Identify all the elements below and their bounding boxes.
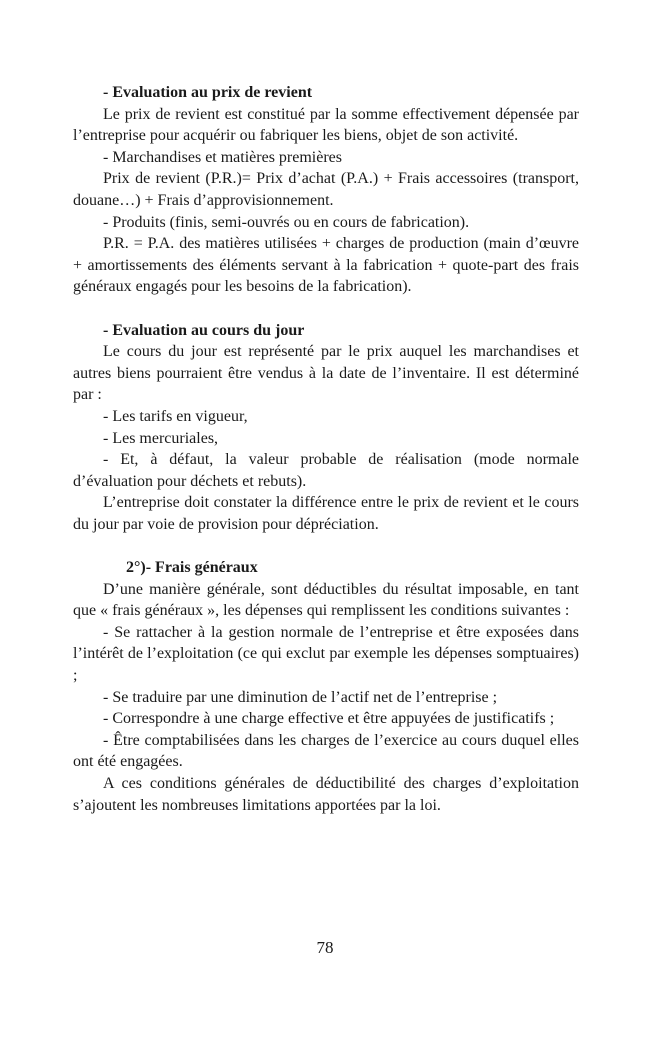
paragraph: A ces conditions générales de déductibilité des charges d’exploitation s’ajoutent les nombreuses limitations apportées par la loi. [73, 775, 579, 814]
page-body [73, 82, 579, 816]
paragraph: - Se traduire par une diminution de l’actif net de l’entreprise ; [103, 688, 498, 706]
paragraph: - Les tarifs en vigueur, [103, 407, 248, 425]
paragraph: - Marchandises et matières premières [103, 148, 343, 166]
heading-cours-du-jour: - Evaluation au cours du jour [103, 321, 305, 339]
paragraph: - Correspondre à une charge effective et être appuyées de justificatifs ; [103, 710, 555, 728]
section-spacer [73, 535, 579, 557]
paragraph: L’entreprise doit constater la différence entre le prix de revient et le cours du jour par voie de provision pour dépréciation. [73, 494, 579, 533]
paragraph: - Être comptabilisées dans les charges de l’exercice au cours duquel elles ont été engagées. [73, 731, 579, 771]
paragraph: Le prix de revient est constitué par la somme effectivement dépensée par l’entreprise pour acquérir ou fabriquer les biens, objet de son activité. [73, 105, 579, 145]
paragraph: - Se rattacher à la gestion normale de l’entreprise et être exposées dans l’intérêt de l’exploitation (ce qui exclut par exemple les dépenses somptuaires) ; [73, 623, 579, 685]
paragraph: P.R. = P.A. des matières utilisées + charges de production (main d’œuvre + amortissements des éléments servant à la fabrication + quote-part des frais généraux engagés pour les besoins de la fabrication). [73, 235, 579, 296]
paragraph: D’une manière générale, sont déductibles du résultat imposable, en tant que « frais généraux », les dépenses qui remplissent les conditions suivantes : [73, 580, 579, 620]
page-number: 78 [316, 938, 334, 957]
paragraph: - Les mercuriales, [103, 429, 219, 447]
paragraph: Prix de revient (P.R.)= Prix d’achat (P.A.) + Frais accessoires (transport, douane…) + Frais d’approvisionnement. [73, 170, 579, 209]
paragraph: Le cours du jour est représenté par le prix auquel les marchandises et autres biens pourraient être vendus à la date de l’inventaire. Il est déterminé par : [73, 343, 579, 404]
paragraph: - Produits (finis, semi-ouvrés ou en cours de fabrication). [103, 213, 470, 231]
heading-prix-de-revient: - Evaluation au prix de revient [103, 84, 313, 101]
heading-frais-generaux: 2°)- Frais généraux [126, 559, 258, 577]
section-spacer [73, 298, 579, 320]
paragraph: - Et, à défaut, la valeur probable de réalisation (mode normale d’évaluation pour déchets et rebuts). [73, 451, 579, 490]
